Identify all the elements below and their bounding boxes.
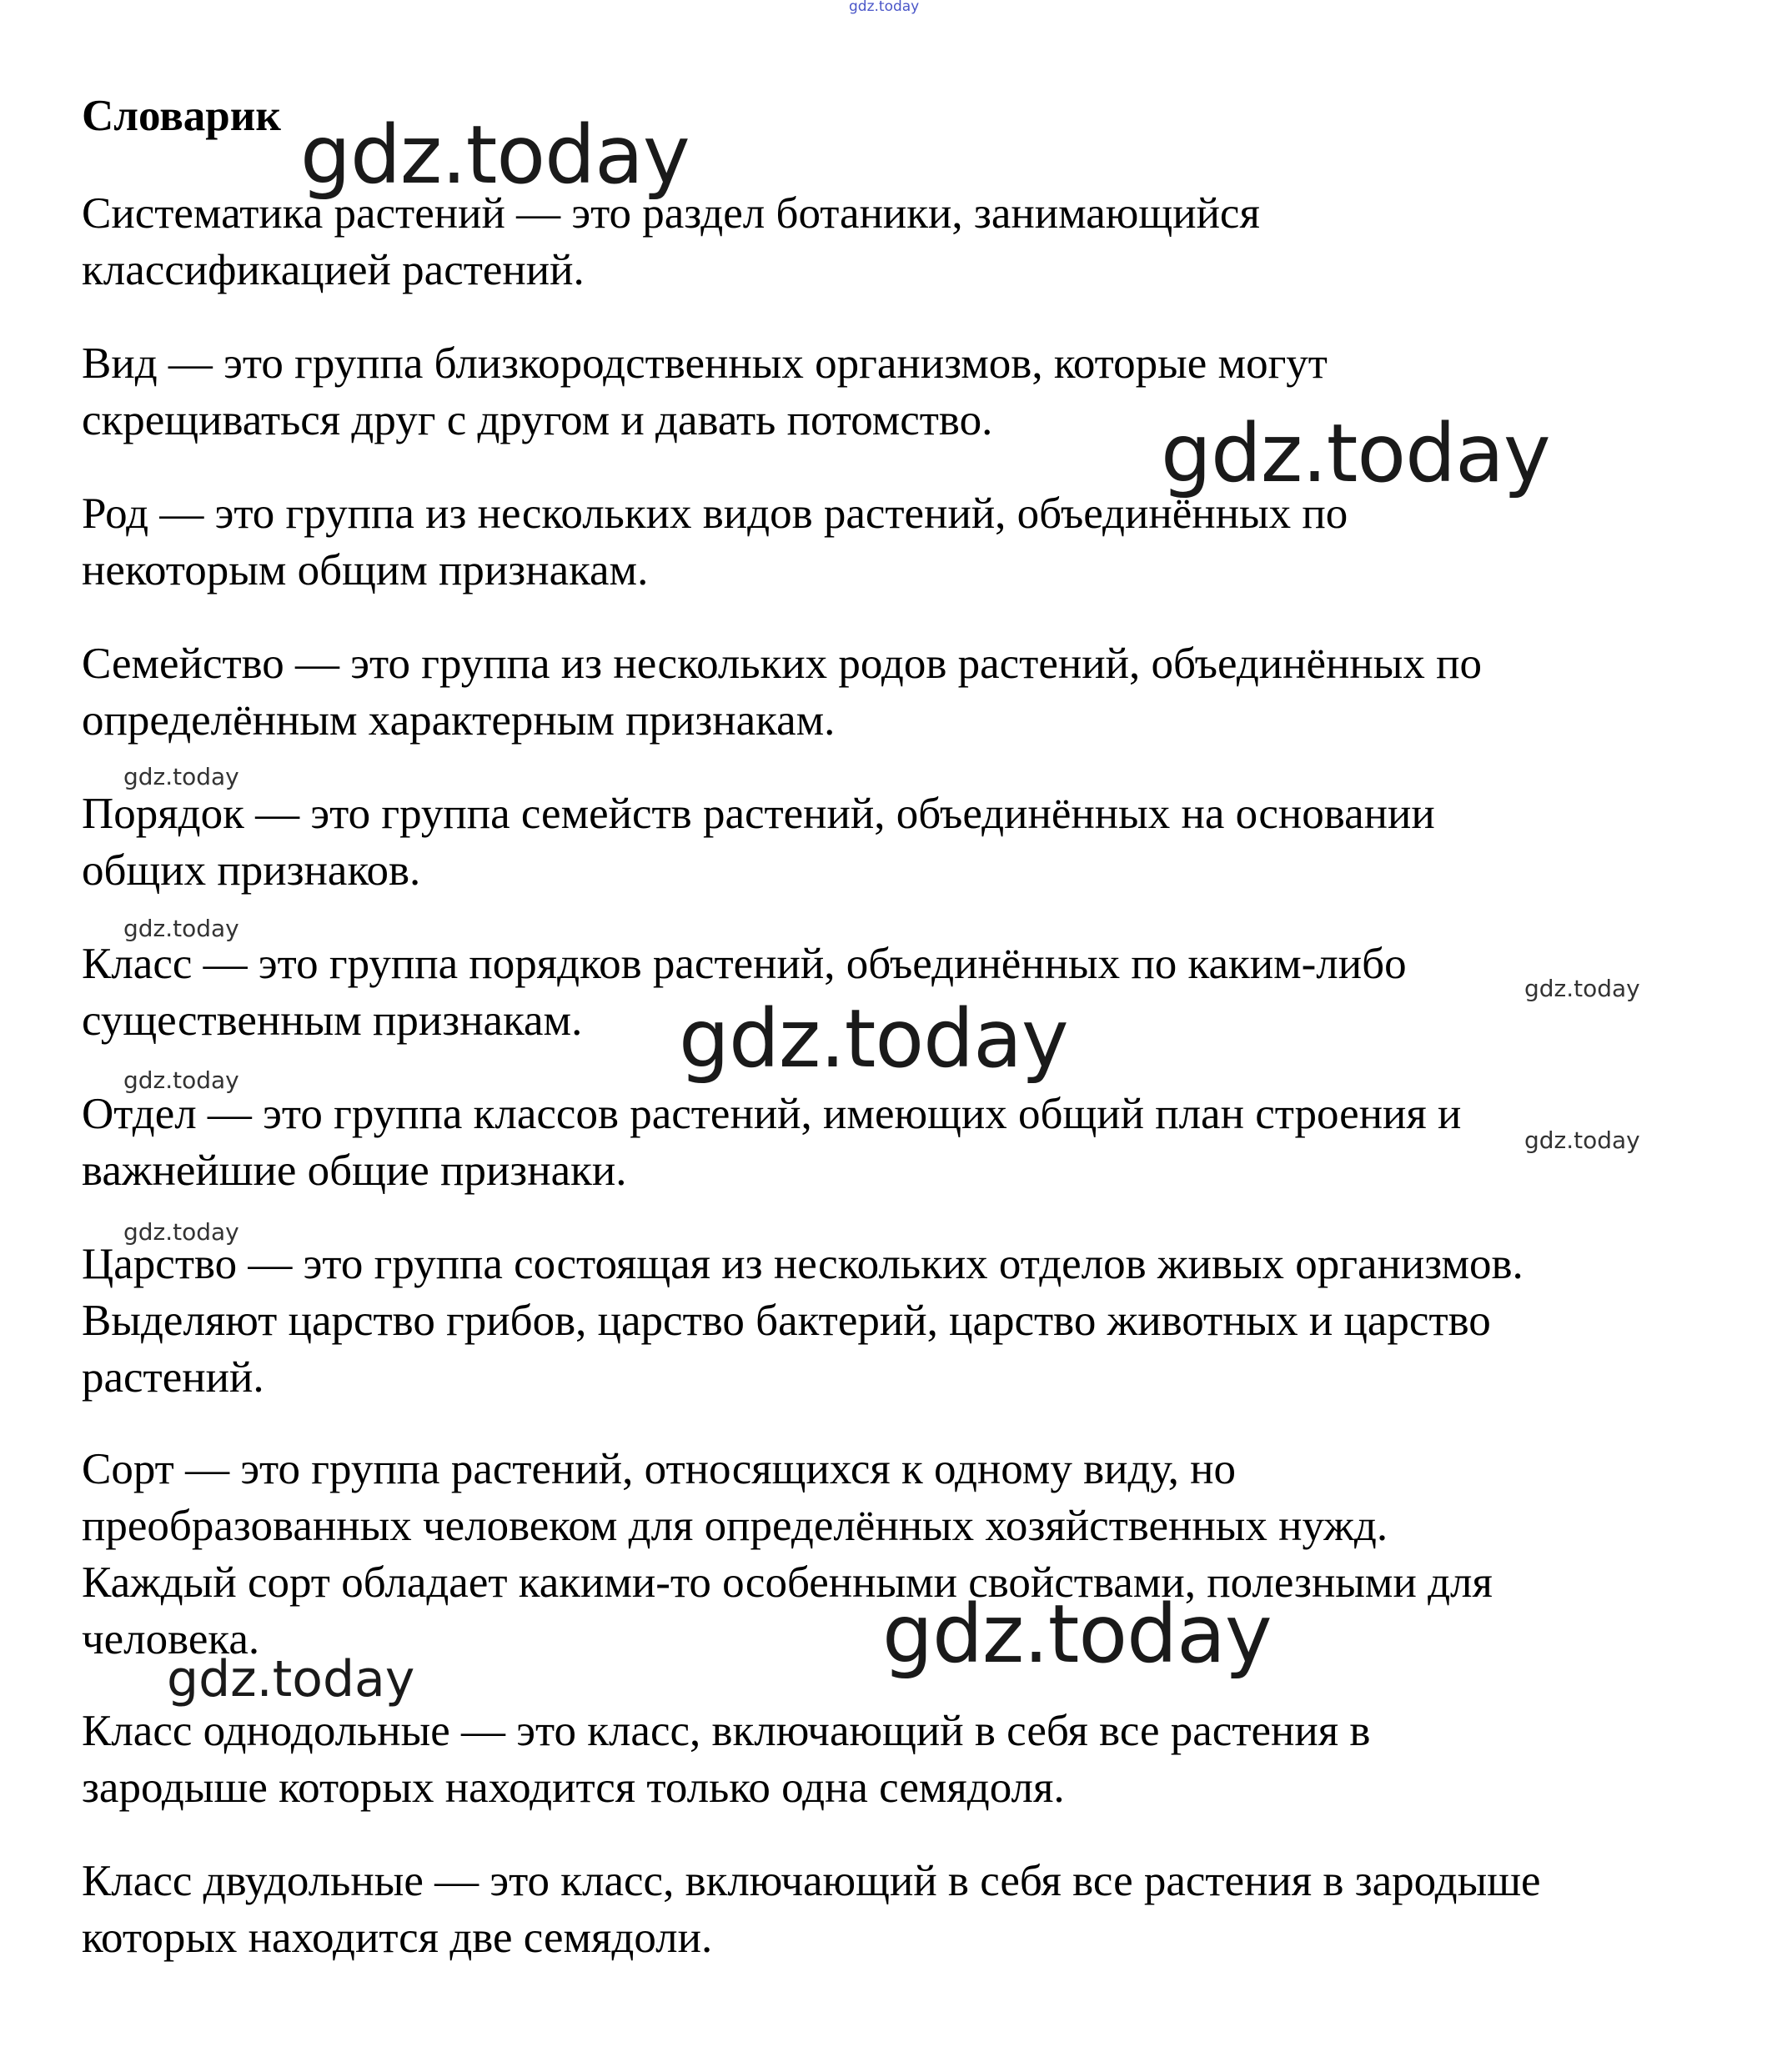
- entry-line: преобразованных человеком для определённых хозяйственных нужд.: [82, 1502, 1388, 1550]
- entry-line: Выделяют царство грибов, царство бактерий, царство животных и царство: [82, 1297, 1491, 1345]
- entry-line: зародыше которых находится только одна семядоля.: [82, 1763, 1065, 1812]
- watermark-small: gdz.today: [1524, 975, 1640, 1002]
- watermark-small: gdz.today: [123, 915, 239, 942]
- watermark-medium: gdz.today: [167, 1650, 415, 1708]
- entry-line: классификацией растений.: [82, 246, 585, 294]
- entry-line: скрещиваться друг с другом и давать потомство.: [82, 396, 993, 444]
- entry-semeistvo: [82, 635, 1716, 749]
- entry-tsarstvo: [82, 1236, 1716, 1406]
- entry-line: определённым характерным признакам.: [82, 696, 836, 745]
- watermark-small: gdz.today: [1524, 1126, 1640, 1154]
- page-title: Словарик: [82, 92, 281, 140]
- entry-line: существенным признакам.: [82, 996, 583, 1045]
- entry-line: Класс — это группа порядков растений, объединённых по каким-либо: [82, 940, 1407, 988]
- watermark-small: gdz.today: [123, 763, 239, 790]
- entry-line: Семейство — это группа из нескольких родов растений, объединённых по: [82, 640, 1482, 688]
- entry-line: общих признаков.: [82, 846, 421, 895]
- top-watermark: gdz.today: [849, 0, 920, 15]
- entry-poryadok: [82, 785, 1716, 899]
- entry-line: Каждый сорт обладает какими-то особенными свойствами, полезными для: [82, 1558, 1493, 1607]
- watermark-large: gdz.today: [882, 1588, 1272, 1681]
- entry-line: Царство — это группа состоящая из нескольких отделов живых организмов.: [82, 1240, 1524, 1288]
- entry-line: Род — это группа из нескольких видов растений, объединённых по: [82, 489, 1348, 538]
- entry-odnodolnye: [82, 1703, 1716, 1816]
- entry-dvudolnye: [82, 1853, 1716, 1966]
- watermark-large: gdz.today: [679, 992, 1068, 1086]
- watermark-small: gdz.today: [123, 1066, 239, 1094]
- entry-line: Отдел — это группа классов растений, имеющих общий план строения и: [82, 1090, 1462, 1138]
- watermark-small: gdz.today: [123, 1218, 239, 1246]
- entry-line: Систематика растений — это раздел ботаники, занимающийся: [82, 189, 1260, 238]
- entry-line: некоторым общим признакам.: [82, 546, 649, 595]
- entry-rod: [82, 485, 1716, 599]
- entry-line: которых находится две семядоли.: [82, 1914, 713, 1962]
- entry-otdel: [82, 1086, 1716, 1199]
- entry-line: человека.: [82, 1615, 260, 1663]
- entry-line: растений.: [82, 1353, 264, 1402]
- entry-line: Порядок — это группа семейств растений, объединённых на основании: [82, 790, 1435, 838]
- entry-line: Класс однодольные — это класс, включающий в себя все растения в: [82, 1707, 1371, 1755]
- entry-line: Класс двудольные — это класс, включающий в себя все растения в зародыше: [82, 1857, 1541, 1905]
- watermark-large: gdz.today: [300, 108, 690, 202]
- watermark-large: gdz.today: [1161, 407, 1550, 500]
- entry-line: Сорт — это группа растений, относящихся к одному виду, но: [82, 1445, 1236, 1493]
- entry-line: важнейшие общие признаки.: [82, 1146, 627, 1195]
- entry-line: Вид — это группа близкородственных организмов, которые могут: [82, 339, 1328, 388]
- entry-sistematika: [82, 185, 1716, 299]
